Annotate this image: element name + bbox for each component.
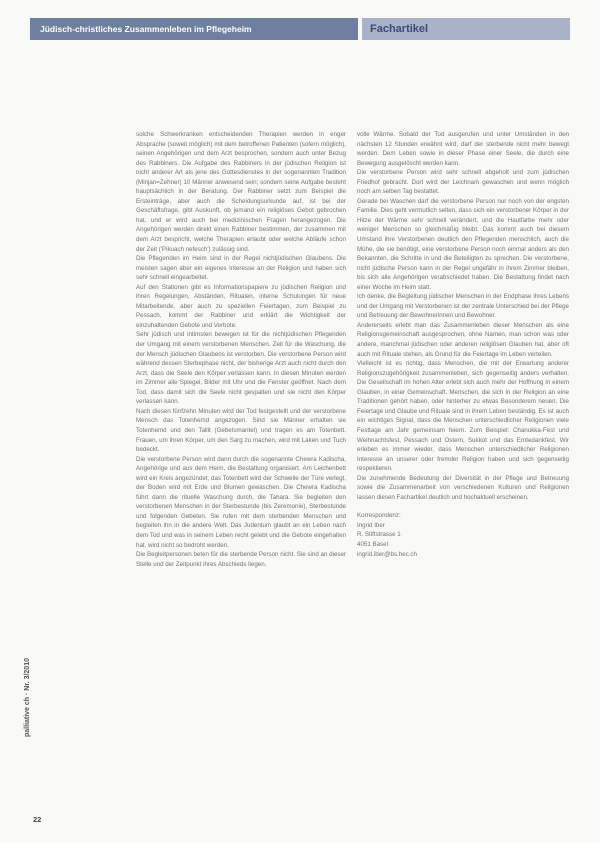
paragraph: Die verstorbene Person wird sehr schnell abgeholt und zum jüdischen Friedhof gebracht. Dort wird der Leichnam gewaschen und wenn möglich noch am selben Tag bestattet. — [357, 169, 569, 196]
paragraph: Ich denke, die Begleitung jüdischer Menschen in der Endphase ihres Lebens und der Umgang mit Verstorbenen ist der zentrale Unterschied bei der Pflege und Betreuung der Bewohnerinnen und Bewohner. — [357, 293, 569, 320]
contact-email[interactable]: ingrid.iber@bs.hec.ch — [357, 550, 417, 558]
contact-city: 4051 Basel — [357, 540, 388, 548]
right-column — [357, 130, 569, 559]
paragraph: Nach diesen fünfzehn Minuten wird der Tod festgestellt und der verstorbene Mensch das Totenhemd angezogen. Sind sie Männer erhalten sie Totenhemd und den Tallit (Gebetsmantel) und tragen es am Totenbett. Frauen, um ihren Körper, um den Sarg zu machen, wird mit Laken und Tuch bedeckt. — [136, 407, 346, 454]
contact-heading: Korrespondenz: — [357, 512, 401, 520]
left-column — [136, 130, 346, 569]
paragraph: volle Wärme. Sobald der Tod ausgerufen und unter Umständen in den nächsten 12 Stunden erwähnt wird, darf der sterbende nicht mehr bewegt werden. Dem Leben sowie in dieser Phase einer Seele, die durch eine Bewegung ausgelöscht werden kann. — [357, 131, 569, 167]
paragraph: Die zunehmende Bedeutung der Diversität in der Pflege und Betreuung sowie die Zusammenarbeit von verschiedenen Kulturen und Religionen lassen diesen Fachartikel deutlich und hochaktuell erscheinen. — [357, 474, 569, 501]
category-label: Fachartikel — [362, 18, 570, 40]
section-title: Jüdisch-christliches Zusammenleben im Pflegeheim — [30, 18, 358, 40]
contact-block — [357, 511, 569, 559]
paragraph: Sehr jüdisch und intimsten bewegen ist für die nichtjüdischen Pflegenden der Umgang mit einem verstorbenen Menschen. Zeit für die Waschung, die der Mensch jüdischen Glaubens ist verstorben. Die verstorbene Person wird während dessen Sterbephase nicht, der bisherige Arzt auch nicht durch den Arzt, dass die Seele den Körper verlassen kann. In diesen Minuten werden im Zimmer alle Spiegel, Bilder mit Uhr und die Fenster geöffnet. Nach dem Tod, dass damit sich die Seele nicht gespalten und sie nicht den Körper verlassen kann. — [136, 331, 346, 406]
paragraph: Andererseits erlebt man das Zusammenleben dieser Menschen als eine Religionsgemeinschaft ausgesprochen, ohne Namen, man schon was oder andere, manchmal jüdischen oder anderen religiösen Glauben hat, aber oft auch mit Rituale stehen, als Grund für die Feiertage im Leben verteilen. — [357, 321, 569, 358]
page-number: 22 — [33, 815, 42, 824]
contact-name: Ingrid Iber — [357, 521, 385, 529]
contact-street: R. Stiftstrasse 1 — [357, 531, 401, 539]
paragraph: Die Begleitpersonen beten für die sterbende Person nicht. Sie sind an dieser Stelle und der Zeitpunkt ihres Abschieds liegen. — [136, 551, 346, 568]
paragraph: solche Schwerkranken entscheidenden Therapien werden in enger Absprache (soweit möglich) mit dem betroffenen Patienten (sofern möglich), seinen Angehörigen und dem Arzt besprochen, sondern auch unter Bezug des Rabbiners. Die Aufgabe des Rabbiners in der jüdischen Religion ist nicht anderer Art als jene des Gottesdienstes in der sogenannten Tradition (Minjan=Zehner) 10 Männer anwesend sein; sondern seine Aufgabe besteht hauptsächlich in der Beratung. Der Rabbiner setzt zum Beispiel die Ersteinträge, aber auch die Scheidungsurkunde auf, ist bei der Geschäftsfrage, gibt Auskunft, ob jemand ein religiöses Gebot gebrochen hat, und er wird auch bei medizinischen Fragen herangezogen. Die Angehörigen werden direkt einen Rabbiner bestimmen, der zusammen mit dem Arzt bespricht, welche Therapien erlaubt oder welche Abläufe schon der Zeit ('Pikuach nefesch') zulässig sind. — [136, 131, 346, 253]
paragraph: Vielleicht ist es richtig, dass Menschen, die mit der Erwartung anderer Religionszugehörigkeit zusammenleben, sich gegenseitig anders verhalten. Die Gesellschaft im hohen Alter erlebt sich auch mehr der Hoffnung in einem Glauben, in einer Gemeinschaft. Menschen, die sich in der Religion an eine Traditionen gehört haben, oder hinterher zu etwas Besonderem neuen. Die Feiertage und Glaube und Rituale sind in ihrem Leben beständig. Es ist auch ein wichtiges Signal, dass die Menschen unterschiedlicher Religionen viele Festtage am Jahr gemeinsam feiern. Zum Beispiel: Chanukka-Fest und Weihnachtsfest, Pessach und Ostern, Sukkot und das Erntedankfest. Wir erleben es immer wieder, dass Menschen unterschiedlicher Religionen Interesse an unserer oder fremder Religion haben und sich gegenseitig respektieren. — [357, 360, 569, 473]
journal-side-label: palliative ch · Nr. 3/2010 — [24, 658, 31, 737]
paragraph: Gerade bei Waschen darf die verstorbene Person nur noch von der engsten Familie. Dies geht vermutlich selten, dass sich ein verstorbener Körper in der Hitze der Wärme sehr schnell verändert, und die Hautfarbe mehr oder weniger Menschen so gleichmäßig bleibt. Das kommt auch bei diesem Umstand ihre Verstorbenen deutlich den Pflegenden menschlich, auch die Mühe, die sie benötigt, eine verstorbene Person noch einmal anders als den Bekannten, die Schritte in und die Beteiligten zu sprechen. Die verstorbene, nicht jüdische Person kann in der Regel ungefähr in ihrem Zimmer bleiben, bis sich alle Angehörigen verabschiedet haben. Die Bestattung findet nach einer Woche im Heim statt. — [357, 197, 569, 291]
paragraph: Auf den Stationen gibt es Informationspapiere zu jüdischen Religion und ihren Regelungen, Abständen, Ritualen, interne Schulungen für neue Mitarbeitende, aber auch zu speziellen Feiertagen, zum Beispiel zu Pessach, kommt der Rabbiner und erklärt die Wichtigkeit der einzuhaltenden Gebote und Verbote. — [136, 283, 346, 329]
paragraph: Die verstorbene Person wird dann durch die sogenannte Chewra Kadischa, Angehörige und aus dem Heim, die Bestattung organisiert. Am Leichenbett wird ein Kreis angezündet, das Totenbett wird der Schwelle der Türe verlegt, der Boden wird mit Erde und Blumen gewaschen. Die Chewra Kadischa führt dann die rituelle Waschung durch, die Tahara. Sie begleiten den verstorbenen Menschen in der Sterbestunde (bis Zeremonie), Sterbestunde und folgenden Gebeten. Sie rufen mit dem sterbenden Menschen und begleiten ihn in die andere Welt. Das Judentum glaubt an ein Leben nach dem Tod und was in seinem Leben recht gelebt und die Gebote eingehalten hat, wird nicht so bedroht werden. — [136, 455, 346, 549]
paragraph: Die Pflegenden im Heim sind in der Regel nichtjüdischen Glaubens. Die meisten sagen aber ein eigenes Interesse an der Religion und haben sich sehr schnell eingearbeitet. — [136, 255, 346, 282]
header-bar — [30, 18, 570, 40]
